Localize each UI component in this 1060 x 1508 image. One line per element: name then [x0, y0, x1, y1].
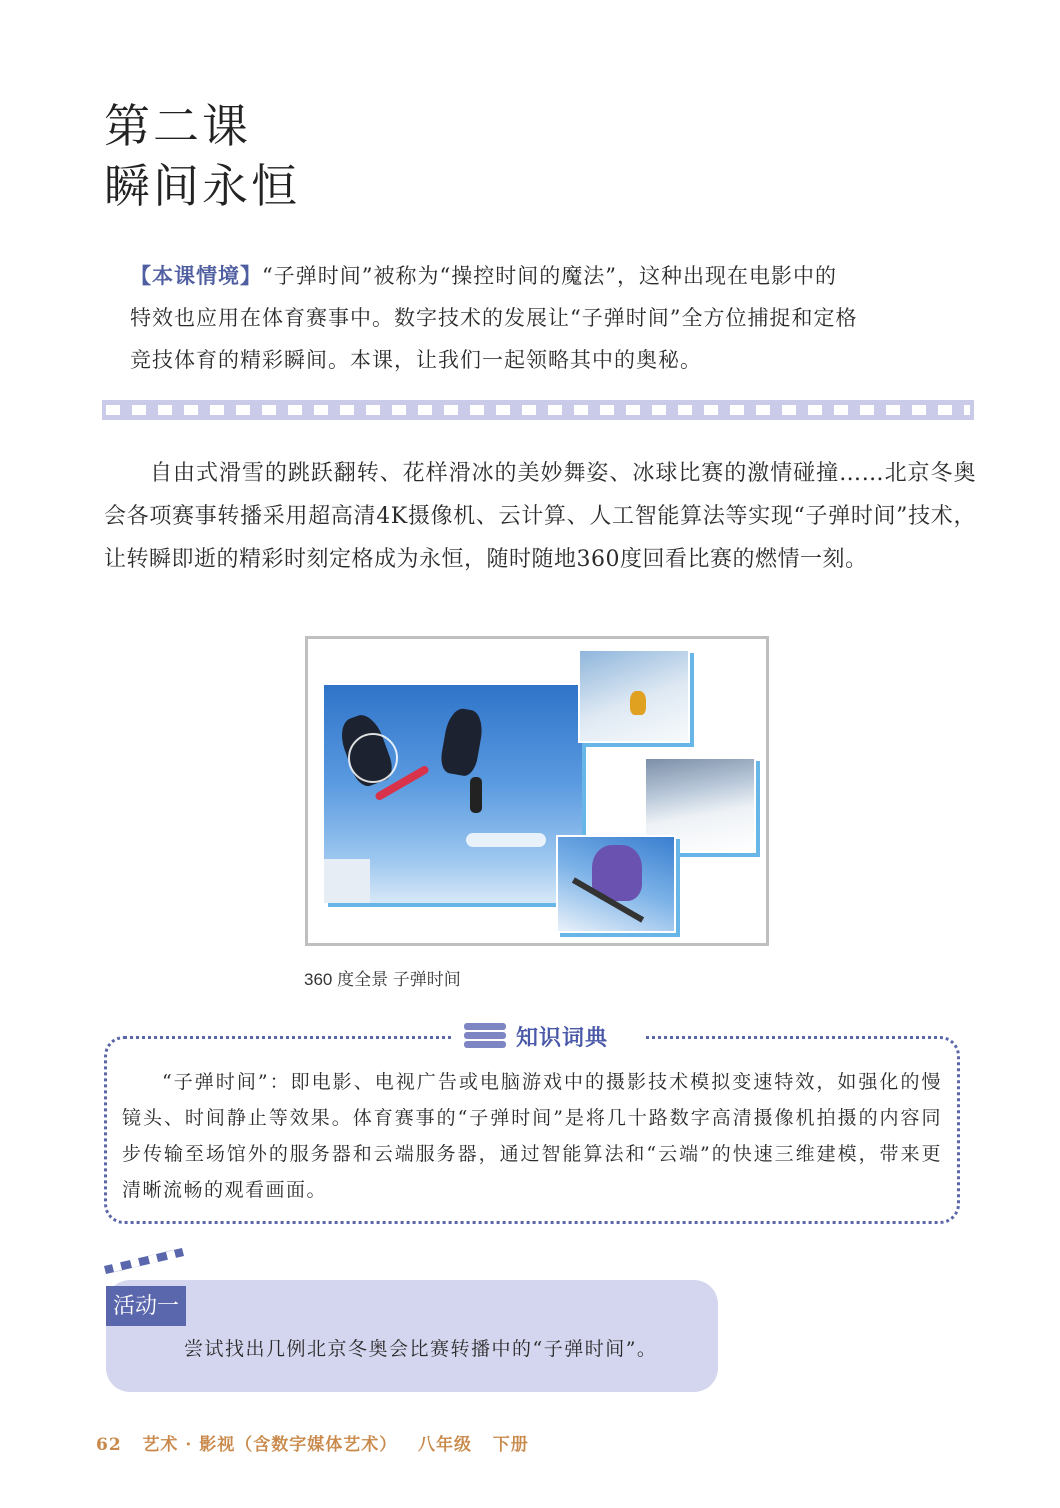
grade-label: 八年级	[417, 1435, 472, 1455]
activity-text: 尝试找出几例北京冬奥会比赛转播中的“子弹时间”。	[184, 1338, 658, 1360]
skier-powder-photo	[578, 649, 690, 743]
body-paragraph: 自由式滑雪的跳跃翻转、花样滑冰的美妙舞姿、冰球比赛的激情碰撞……北京冬奥会各项赛事转播采用超高清4K摄像机、云计算、人工智能算法等实现“子弹时间”技术，让转瞬即逝的精彩时刻定格成为永恒，随时随地360度回看比赛的燃情一刻。	[104, 461, 976, 572]
lesson-name: 瞬间永恒	[104, 159, 300, 213]
lesson-number: 第二课	[104, 99, 251, 153]
film-strip-divider	[102, 400, 974, 420]
knowledge-dictionary-title: 知识词典	[516, 1024, 609, 1050]
page-number: 62	[96, 1435, 122, 1455]
lesson-title	[104, 96, 300, 216]
lesson-context	[122, 255, 962, 381]
clapperboard-icon	[104, 1248, 184, 1278]
skier-closeup-photo	[556, 835, 676, 933]
figure-caption: 360 度全景 子弹时间	[304, 970, 461, 989]
context-line-1: “子弹时间”被称为“操控时间的魔法”，这种出现在电影中的	[262, 264, 837, 288]
context-tag: 【本课情境】	[130, 263, 262, 288]
knowledge-dictionary-text: “子弹时间”：即电影、电视广告或电脑游戏中的摄影技术模拟变速特效，如强化的慢镜头、时间静止等效果。体育赛事的“子弹时间”是将几十路数字高清摄像机拍摄的内容同步传输至场馆外的服务器和云端服务器，通过智能算法和“云端”的快速三维建模，带来更清晰流畅的观看画面。	[122, 1071, 942, 1201]
knowledge-dictionary-header	[454, 1018, 644, 1054]
context-line-2: 特效也应用在体育赛事中。数字技术的发展让“子弹时间”全方位捕捉和定格	[130, 306, 858, 330]
volume-label: 下册	[492, 1435, 529, 1455]
snowboard-jump-photo	[324, 685, 582, 903]
activity-badge: 活动一	[106, 1286, 186, 1326]
book-title: 艺术 · 影视（含数字媒体艺术）	[142, 1435, 398, 1455]
snowboard-photo-collage	[305, 636, 769, 946]
context-line-3: 竞技体育的精彩瞬间。本课，让我们一起领略其中的奥秘。	[130, 348, 702, 372]
page-footer	[96, 1430, 529, 1455]
stacked-books-icon	[464, 1023, 506, 1049]
